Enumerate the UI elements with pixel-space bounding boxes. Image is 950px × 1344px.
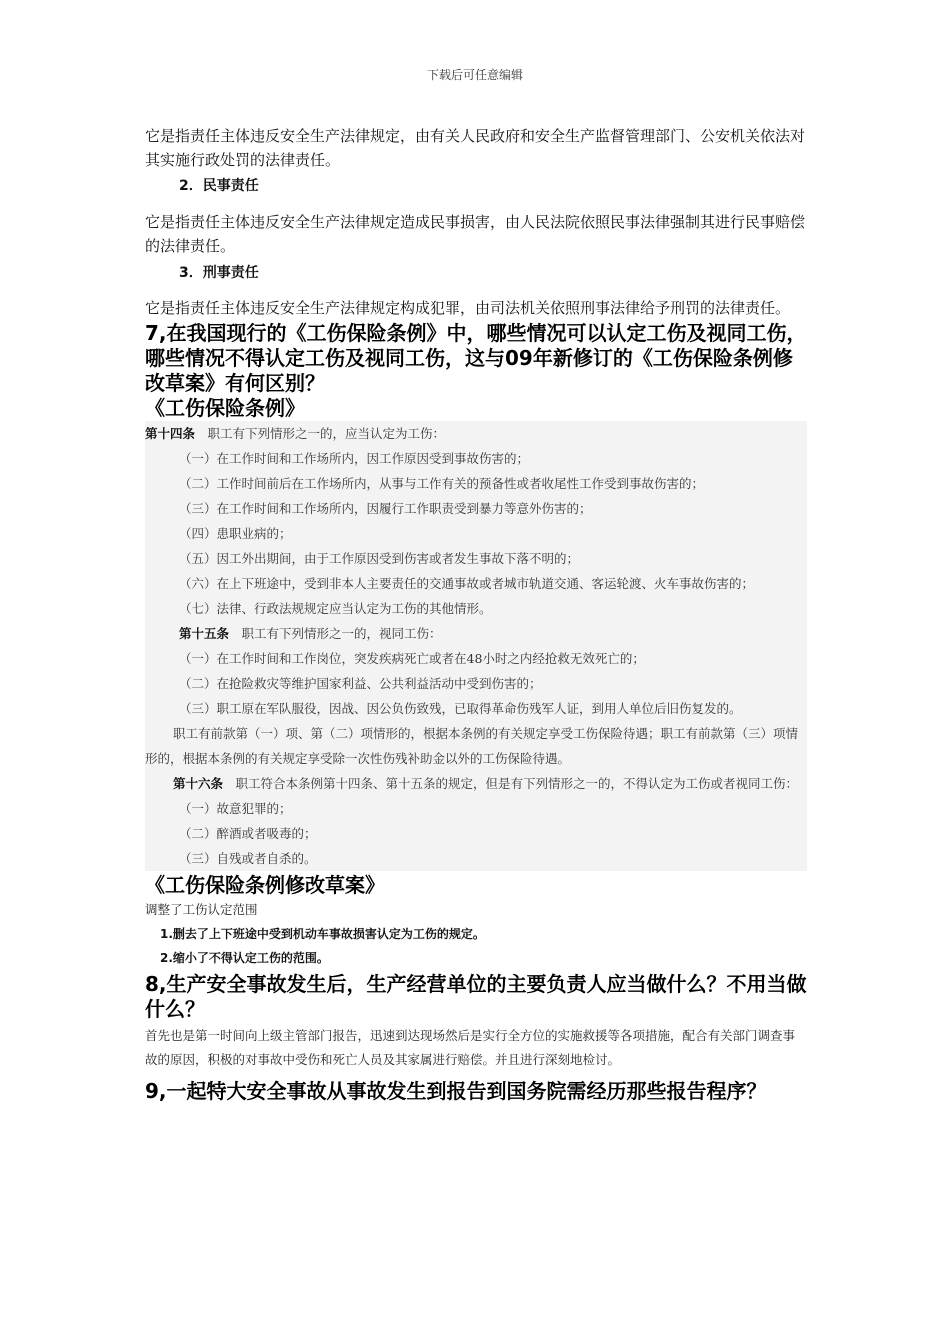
article-15-text: 职工有下列情形之一的，视同工伤： [229, 626, 442, 641]
article-14-item: （四）患职业病的； [179, 526, 292, 541]
page-header: 下载后可任意编辑 [426, 68, 523, 82]
law-title: 《工伤保险条例》 [145, 396, 305, 420]
article-16-item: （三）自残或者自杀的。 [179, 851, 317, 866]
article-16-item: （二）醉酒或者吸毒的； [179, 826, 317, 841]
article-15-note: 职工有前款第（一）项、第（二）项情形的，根据本条例的有关规定享受工伤保险待遇；职工有前款第（三）项情形的，根据本条例的有关规定享受除一次性伤残补助金以外的工伤保险待遇。 [145, 726, 799, 766]
article-14-label: 第十四条 [145, 426, 196, 441]
article-16-item: （一）故意犯罪的； [179, 801, 292, 816]
article-14-item: （六）在上下班途中，受到非本人主要责任的交通事故或者城市轨道交通、客运轮渡、火车事故伤害的； [179, 576, 755, 591]
draft-intro: 调整了工伤认定范围 [145, 902, 258, 917]
article-14-text: 职工有下列情形之一的，应当认定为工伤： [195, 426, 446, 441]
article-15-item: （三）职工原在军队服役，因战、因公负伤致残，已取得革命伤残军人证，到用人单位后旧伤复发的。 [179, 701, 742, 716]
question-7: 7,在我国现行的《工伤保险条例》中，哪些情况可以认定工伤及视同工伤，哪些情况不得认定工伤及视同工伤，这与09年新修订的《工伤保险条例修改草案》有何区别？ [145, 321, 807, 395]
article-14-item: （七）法律、行政法规规定应当认定为工伤的其他情形。 [179, 601, 492, 616]
subheading-civil-liability: 2．民事责任 [179, 178, 259, 194]
answer-8: 首先也是第一时间向上级主管部门报告，迅速到达现场然后是实行全方位的实施救援等各项措施，配合有关部门调查事故的原因，积极的对事故中受伤和死亡人员及其家属进行赔偿。并且进行深刻地检讨。 [145, 1028, 796, 1067]
article-14-item: （一）在工作时间和工作场所内，因工作原因受到事故伤害的； [179, 451, 530, 466]
draft-title: 《工伤保险条例修改草案》 [145, 873, 385, 897]
article-14-item: （三）在工作时间和工作场所内，因履行工作职责受到暴力等意外伤害的； [179, 501, 592, 516]
subheading-criminal-liability: 3．刑事责任 [179, 265, 259, 281]
paragraph-admin-liability: 它是指责任主体违反安全生产法律规定，由有关人民政府和安全生产监督管理部门、公安机关依法对其实施行政处罚的法律责任。 [145, 127, 806, 169]
paragraph-civil-liability: 它是指责任主体违反安全生产法律规定造成民事损害，由人民法院依照民事法律强制其进行民事赔偿的法律责任。 [145, 213, 806, 255]
question-8: 8,生产安全事故发生后，生产经营单位的主要负责人应当做什么？不用当做什么？ [145, 972, 807, 1021]
article-16-label: 第十六条 [173, 776, 224, 791]
law-excerpt [145, 421, 807, 871]
paragraph-criminal-liability: 它是指责任主体违反安全生产法律规定构成犯罪，由司法机关依照刑事法律给予刑罚的法律责任。 [145, 299, 791, 317]
draft-item: 2.缩小了不得认定工伤的范围。 [160, 951, 329, 965]
article-14-item: （五）因工外出期间，由于工作原因受到伤害或者发生事故下落不明的； [179, 551, 580, 566]
article-14-item: （二）工作时间前后在工作场所内，从事与工作有关的预备性或者收尾性工作受到事故伤害的； [179, 476, 705, 491]
article-15-label: 第十五条 [179, 626, 230, 641]
article-15-item: （二）在抢险救灾等维护国家利益、公共利益活动中受到伤害的； [179, 676, 542, 691]
article-16-text: 职工符合本条例第十四条、第十五条的规定，但是有下列情形之一的，不得认定为工伤或者视同工伤： [223, 776, 799, 791]
article-15-item: （一）在工作时间和工作岗位，突发疾病死亡或者在48小时之内经抢救无效死亡的； [179, 651, 645, 666]
question-9: 9,一起特大安全事故从事故发生到报告到国务院需经历那些报告程序？ [145, 1079, 767, 1103]
draft-item: 1.删去了上下班途中受到机动车事故损害认定为工伤的规定。 [160, 927, 485, 941]
